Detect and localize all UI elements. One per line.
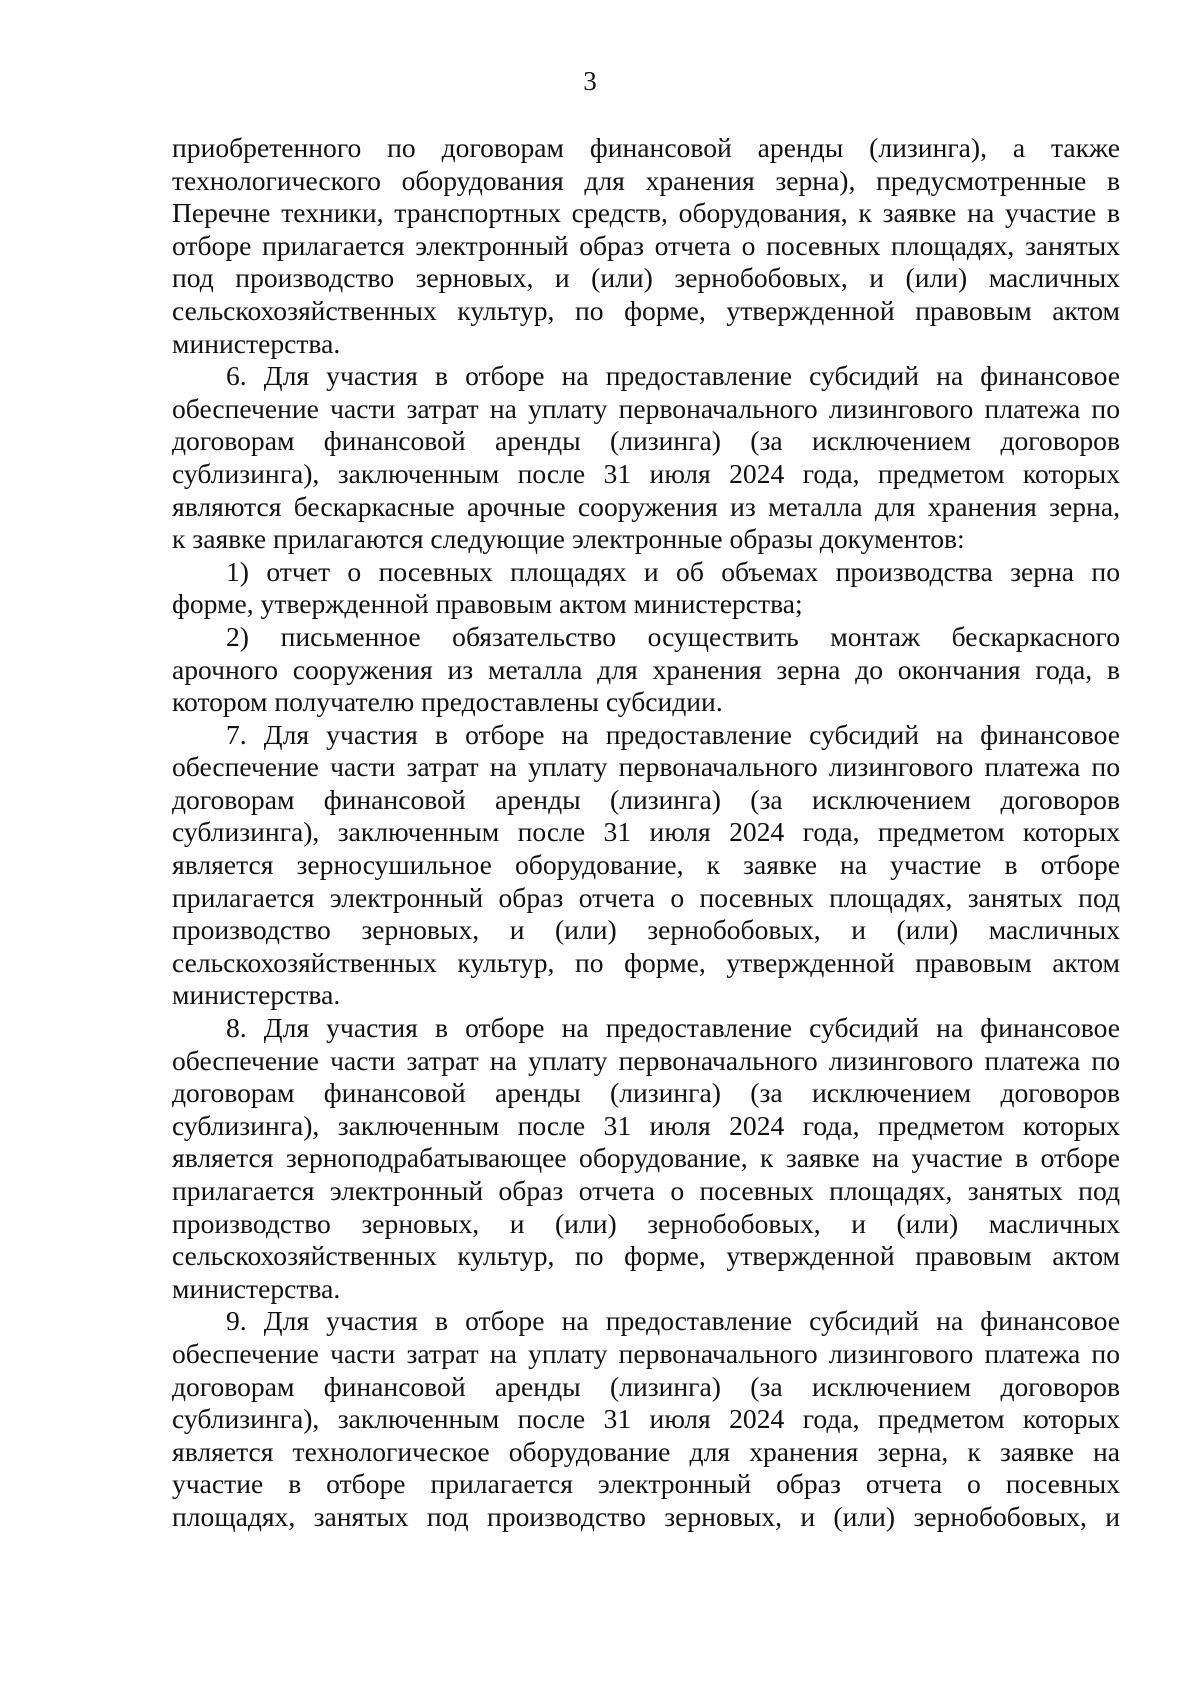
text-line: прилагается электронный образ отчета о посевных площадях, занятых под: [172, 1175, 1120, 1206]
text-line: сельскохозяйственных культур, по форме, утвержденной правовым актом: [172, 1240, 1120, 1272]
text-line: арочного сооружения из металла для хранения зерна до окончания года, в: [172, 653, 1120, 685]
text-line: обеспечение части затрат на уплату первоначального лизингового платежа по: [172, 392, 1120, 424]
text-line: 6. Для участия в отборе на предоставление субсидий на финансовое: [226, 360, 1120, 392]
text-line: под производство зерновых, и (или) зернобобовых, и (или) масличных: [172, 262, 1120, 294]
text-line: сублизинга), заключенным после 31 июля 2024 года, предметом которых: [172, 1109, 1120, 1141]
text-line: к заявке прилагаются следующие электронные образы документов:: [172, 523, 965, 555]
text-line: сублизинга), заключенным после 31 июля 2024 года, предметом которых: [172, 816, 1120, 848]
text-line: форме, утвержденной правовым актом министерства;: [172, 588, 803, 620]
page-number: 3: [583, 66, 597, 96]
text-line: являются бескаркасные арочные сооружения из металла для хранения зерна,: [172, 490, 1120, 522]
text-line: сублизинга), заключенным после 31 июля 2024 года, предметом которых: [172, 1403, 1120, 1435]
text-line: производство зерновых, и (или) зернобобовых, и (или) масличных: [172, 914, 1120, 946]
text-line: договорам финансовой аренды (лизинга) (за исключением договоров: [172, 1077, 1120, 1109]
text-line: сельскохозяйственных культур, по форме, утвержденной правовым актом: [172, 946, 1120, 978]
text-line: 8. Для участия в отборе на предоставление субсидий на финансовое: [226, 1012, 1120, 1044]
text-line: отборе прилагается электронный образ отчета о посевных площадях, занятых: [172, 229, 1120, 261]
text-line: производство зерновых, и (или) зернобобовых, и (или) масличных: [172, 1207, 1120, 1239]
text-line: министерства.: [172, 1272, 341, 1304]
text-line: является технологическое оборудование для хранения зерна, к заявке на: [172, 1435, 1120, 1467]
text-line: 1) отчет о посевных площадях и об объемах производства зерна по: [226, 555, 1120, 587]
text-line: обеспечение части затрат на уплату первоначального лизингового платежа по: [172, 1337, 1120, 1369]
text-line: площадях, занятых под производство зерновых, и (или) зернобобовых, и: [172, 1500, 1120, 1532]
text-line: является зерносушильное оборудование, к заявке на участие в отборе: [172, 849, 1120, 881]
document-body: [172, 132, 1120, 1534]
text-line: Перечне техники, транспортных средств, оборудования, к заявке на участие в: [172, 197, 1120, 229]
text-line: обеспечение части затрат на уплату первоначального лизингового платежа по: [172, 751, 1120, 783]
text-line: министерства.: [172, 327, 341, 359]
text-line: прилагается электронный образ отчета о посевных площадях, занятых под: [172, 881, 1120, 913]
text-line: министерства.: [172, 979, 341, 1011]
text-line: 7. Для участия в отборе на предоставление субсидий на финансовое: [226, 718, 1120, 750]
text-line: является зерноподрабатывающее оборудование, к заявке на участие в отборе: [172, 1142, 1120, 1174]
text-line: обеспечение части затрат на уплату первоначального лизингового платежа по: [172, 1044, 1120, 1076]
text-line: котором получателю предоставлены субсидии.: [172, 686, 723, 718]
text-line: договорам финансовой аренды (лизинга) (за исключением договоров: [172, 425, 1120, 457]
text-line: 9. Для участия в отборе на предоставление субсидий на финансовое: [226, 1305, 1120, 1337]
text-line: сельскохозяйственных культур, по форме, утвержденной правовым актом: [172, 294, 1120, 326]
text-line: приобретенного по договорам финансовой аренды (лизинга), а также: [172, 132, 1120, 163]
text-line: 2) письменное обязательство осуществить монтаж бескаркасного: [226, 620, 1120, 652]
text-line: участие в отборе прилагается электронный образ отчета о посевных: [172, 1468, 1120, 1500]
text-line: договорам финансовой аренды (лизинга) (за исключением договоров: [172, 1370, 1120, 1402]
text-line: сублизинга), заключенным после 31 июля 2024 года, предметом которых: [172, 457, 1120, 489]
text-line: технологического оборудования для хранения зерна), предусмотренные в: [172, 164, 1120, 196]
text-line: договорам финансовой аренды (лизинга) (за исключением договоров: [172, 783, 1120, 815]
